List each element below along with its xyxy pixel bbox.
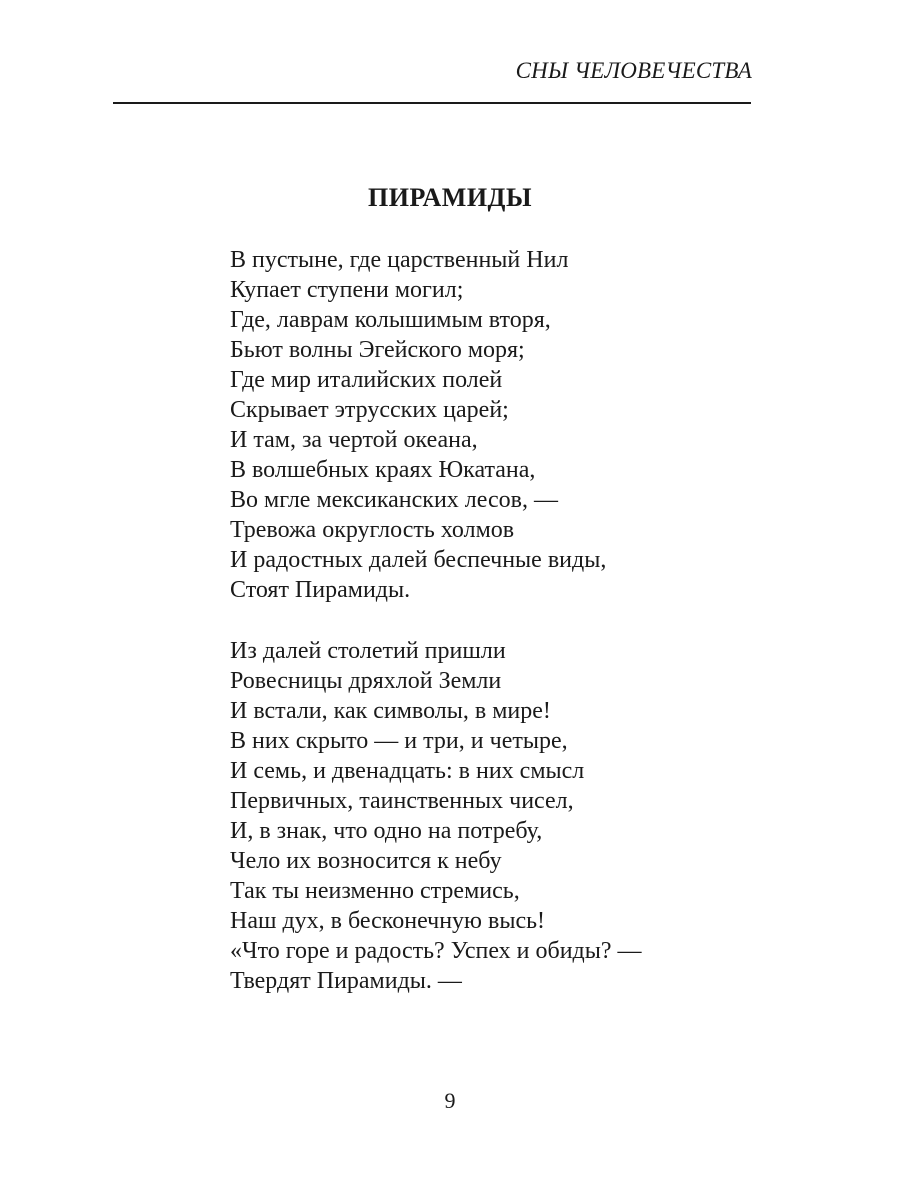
header-rule [113, 102, 751, 104]
poem-line: Наш дух, в бесконечную высь! [230, 908, 546, 934]
poem-line: «Что горе и радость? Успех и обиды? — [230, 938, 642, 964]
poem-line: Тревожа округлость холмов [230, 517, 515, 543]
poem-line: И там, за чертой океана, [230, 427, 478, 453]
poem-line: И радостных далей беспечные виды, [230, 547, 607, 573]
poem-line: Ровесницы дряхлой Земли [230, 668, 502, 694]
poem-line: В них скрыто — и три, и четыре, [230, 728, 568, 754]
poem-line: Где, лаврам колышимым вторя, [230, 307, 551, 333]
poem-line: И, в знак, что одно на потребу, [230, 818, 543, 844]
stanza-1 [230, 245, 606, 605]
poem-line: Из далей столетий пришли [230, 638, 506, 664]
running-header: СНЫ ЧЕЛОВЕЧЕСТВА [515, 58, 752, 83]
poem-line: Во мгле мексиканских лесов, — [230, 487, 559, 513]
poem-line: И встали, как символы, в мире! [230, 698, 551, 724]
poem-line: Твердят Пирамиды. — [230, 968, 462, 994]
poem-line: В пустыне, где царственный Нил [230, 247, 569, 273]
poem-line: Купает ступени могил; [230, 277, 464, 303]
poem-line: Стоят Пирамиды. [230, 577, 411, 603]
poem-line: В волшебных краях Юкатана, [230, 457, 536, 483]
poem-line: Бьют волны Эгейского моря; [230, 337, 525, 363]
poem-line: И семь, и двенадцать: в них смысл [230, 758, 585, 784]
poem-line: Первичных, таинственных чисел, [230, 788, 574, 814]
poem-title: ПИРАМИДЫ [368, 183, 532, 212]
stanza-2 [230, 636, 642, 996]
page-number: 9 [444, 1088, 456, 1113]
poem-line: Так ты неизменно стремись, [230, 878, 520, 904]
poem-line: Скрывает этрусских царей; [230, 397, 509, 423]
poem-line: Где мир италийских полей [230, 367, 503, 393]
poem-line: Чело их возносится к небу [230, 848, 502, 874]
